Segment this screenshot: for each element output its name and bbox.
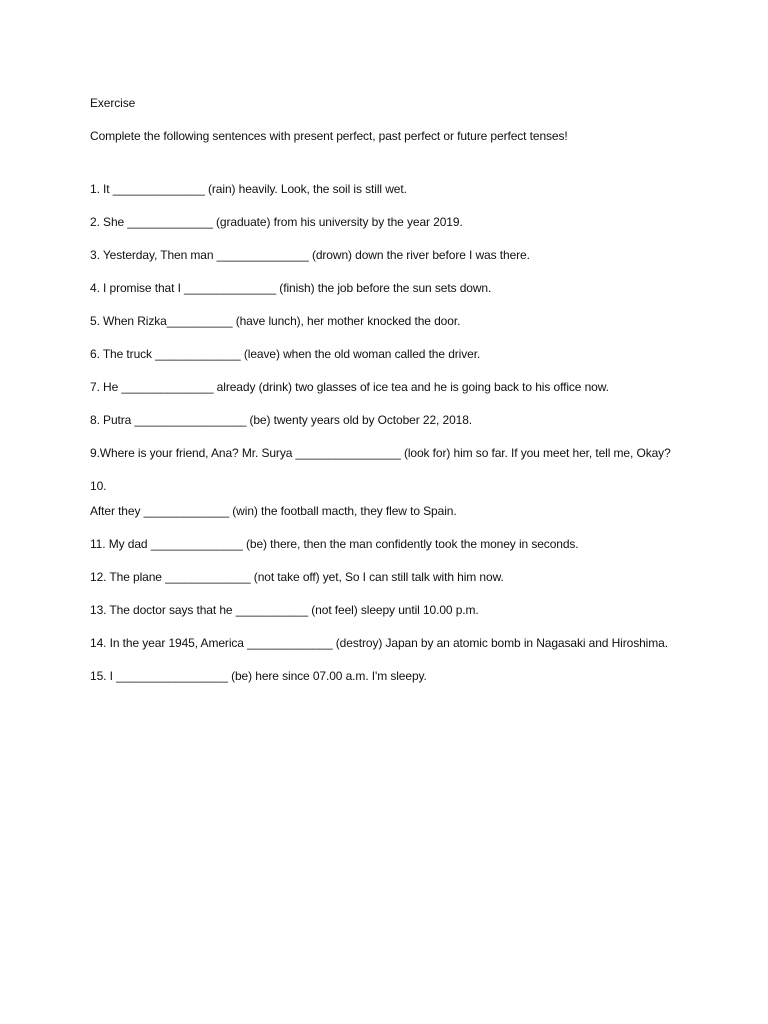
exercise-instruction: Complete the following sentences with present perfect, past perfect or future perfect tenses! (90, 129, 568, 143)
question-item: 14. In the year 1945, America _____________ (destroy) Japan by an atomic bomb in Nagasaki and Hiroshima. (90, 636, 668, 650)
question-item: 1. It ______________ (rain) heavily. Look, the soil is still wet. (90, 182, 407, 196)
question-item: 11. My dad ______________ (be) there, then the man confidently took the money in seconds. (90, 537, 579, 551)
question-item: 2. She _____________ (graduate) from his university by the year 2019. (90, 215, 463, 229)
question-item: 7. He ______________ already (drink) two glasses of ice tea and he is going back to his office now. (90, 380, 609, 394)
question-item: 12. The plane _____________ (not take off) yet, So I can still talk with him now. (90, 570, 504, 584)
question-list (90, 179, 690, 686)
question-item: 3. Yesterday, Then man ______________ (drown) down the river before I was there. (90, 248, 530, 262)
question-item: 8. Putra _________________ (be) twenty years old by October 22, 2018. (90, 413, 473, 427)
question-item: 6. The truck _____________ (leave) when the old woman called the driver. (90, 347, 481, 361)
question-number: 10. (90, 479, 107, 493)
question-item: 15. I _________________ (be) here since 07.00 a.m. I'm sleepy. (90, 669, 427, 683)
question-item: 5. When Rizka__________ (have lunch), her mother knocked the door. (90, 314, 461, 328)
question-item: 13. The doctor says that he ___________ (not feel) sleepy until 10.00 p.m. (90, 603, 479, 617)
question-item: 9.Where is your friend, Ana? Mr. Surya ________________ (look for) him so far. If you meet her, tell me, Okay? (90, 446, 671, 460)
exercise-heading: Exercise (90, 96, 136, 110)
exercise-document (90, 93, 690, 699)
question-item: 4. I promise that I ______________ (finish) the job before the sun sets down. (90, 281, 492, 295)
question-item: After they _____________ (win) the football macth, they flew to Spain. (90, 504, 457, 518)
